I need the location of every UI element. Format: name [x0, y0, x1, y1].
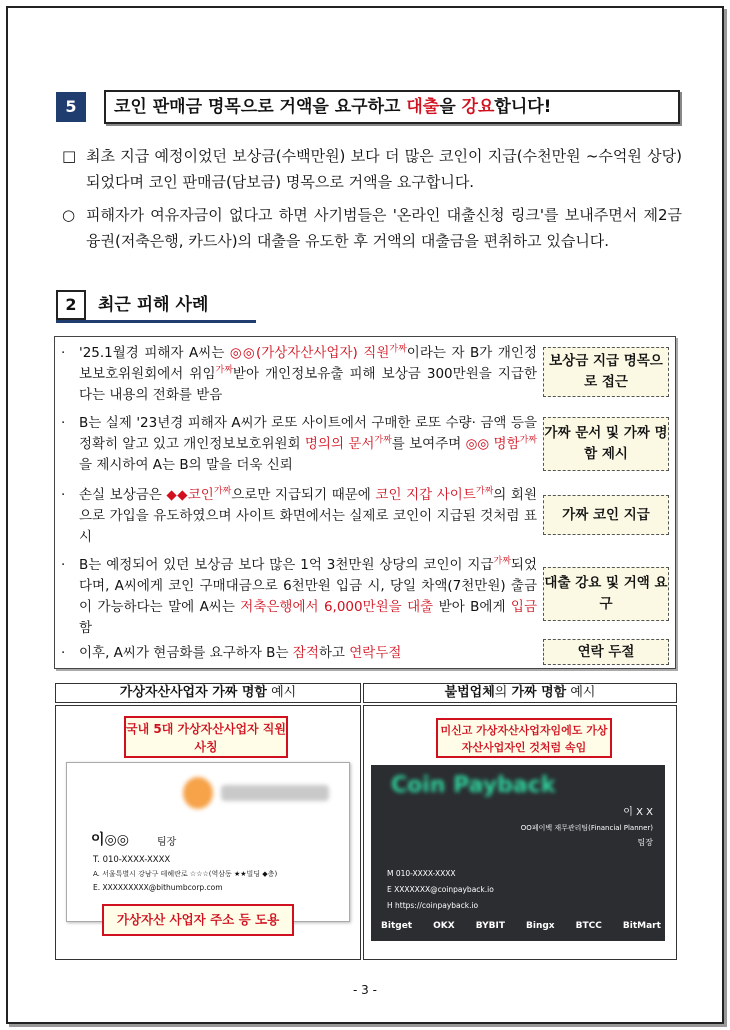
- title-part: 코인 판매금 명목으로 거액을 요구하고: [114, 97, 407, 117]
- case-item: [61, 643, 537, 664]
- highlight: 저축은행에서 6,000만원을 대출: [240, 599, 434, 615]
- text: 되었다며, A씨에게 코인 구매대금으로 6천만원 입금 시, 당일 차액(7천만원) 출금이 가능하다는 말에 A씨는: [79, 557, 537, 615]
- fake-mark: 가짜: [215, 365, 233, 376]
- header-text: 예시: [266, 685, 297, 700]
- bullet-text: 피해자가 여유자금이 없다고 하면 사기범들은 '온라인 대출신청 링크'를 보내주면서 제2금융권(저축은행, 카드사)의 대출을 유도한 후 거액의 대출금을 편취하고 있습니다.: [86, 206, 682, 250]
- text: B는 예정되어 있던 보상금 보다 많은 1억 3천만원 상당의 코인이 지급: [79, 557, 494, 573]
- card-homepage: H https://coinpayback.io: [387, 901, 479, 910]
- case-tag: 가짜 문서 및 가짜 명함 제시: [543, 417, 669, 471]
- highlight: ◎◎ 명함: [465, 436, 520, 452]
- title-highlight-force: 강요: [461, 97, 495, 117]
- case-item: [61, 413, 537, 476]
- fake-mark: 가짜: [493, 556, 511, 567]
- exchange-logos: [381, 921, 661, 931]
- case-text: [79, 643, 537, 664]
- square-bullet-icon: □: [62, 147, 77, 165]
- dot-bullet: ·: [61, 557, 66, 573]
- card-email: E XXXXXXX@coinpayback.io: [387, 885, 494, 894]
- highlight: 코인 지갑 사이트: [375, 487, 476, 503]
- card-role: 팀장: [157, 837, 177, 848]
- header-text: 예시: [566, 685, 596, 700]
- text: 하고: [318, 645, 350, 661]
- card-address: A. 서울특별시 강남구 테헤란로 ☆☆☆(역삼동 ★★빌딩 ◆층): [93, 870, 278, 878]
- case-item: [61, 485, 537, 548]
- text: 를 보여주며: [391, 436, 466, 452]
- case-tag: 대출 강요 및 거액 요구: [543, 567, 669, 621]
- case-text: [79, 343, 537, 406]
- bybit-logo: BYBIT: [475, 921, 505, 931]
- text: 이라는 자 B가 개인정보보호위원회에서 위임: [79, 345, 537, 382]
- case-tag: 가짜 코인 지급: [543, 495, 669, 535]
- bitget-logo: Bitget: [381, 921, 413, 931]
- blurred-logo: Coin Payback: [391, 773, 556, 798]
- dot-bullet: ·: [61, 415, 66, 431]
- section-number: 5: [56, 92, 86, 122]
- highlight: 입금: [510, 599, 537, 615]
- fake-mark: 가짜: [389, 344, 407, 355]
- header-bold: 가짜 명함: [511, 685, 567, 700]
- fake-mark: 가짜: [475, 486, 494, 497]
- highlight: ◆◆코인: [166, 487, 214, 503]
- dot-bullet: ·: [61, 345, 66, 361]
- case-item: [61, 555, 537, 639]
- fake-mark: 가짜: [519, 435, 537, 446]
- circle-bullet-icon: ○: [62, 206, 76, 224]
- highlight: 잠적: [292, 645, 319, 661]
- text: 이후, A씨가 현금화를 요구하자 B는: [79, 645, 293, 661]
- okx-logo: OKX: [433, 921, 455, 931]
- card-dept: OO페이백 재무관리팀(Financial Planner): [520, 824, 653, 832]
- callout-address-stolen: 가상자산 사업자 주소 등 도용: [102, 904, 294, 936]
- text: 으로만 지급되기 때문에: [231, 487, 376, 503]
- left-example-header: [55, 683, 361, 703]
- case-list-box: [54, 336, 676, 669]
- callout-unregistered: 미신고 가상자산사업자임에도 가상자산사업자인 것처럼 속임: [436, 718, 612, 758]
- header-bold: 가상자산사업자 가짜 명함: [119, 685, 267, 700]
- title-part: 합니다!: [494, 97, 552, 117]
- title-part: 을: [439, 97, 462, 117]
- card-role: 팀장: [637, 838, 653, 847]
- case-text: [79, 485, 537, 548]
- fake-business-card-left: [66, 762, 350, 922]
- right-example-header: [363, 683, 677, 703]
- bullet-paragraph: [62, 202, 682, 254]
- card-name: 이 X X: [623, 807, 653, 818]
- section-number: 2: [56, 290, 86, 320]
- text: '25.1월경 피해자 A씨는: [79, 345, 230, 361]
- highlight: ◎◎(가상자산사업자) 직원: [229, 345, 390, 361]
- dot-bullet: ·: [61, 645, 66, 661]
- case-text: [79, 413, 537, 476]
- bitmart-logo: BitMart: [622, 921, 661, 931]
- card-email: E. XXXXXXXXX@bithumbcorp.com: [93, 883, 223, 892]
- page-number: - 3 -: [353, 983, 377, 997]
- section-title: 최근 피해 사례: [98, 295, 209, 315]
- fake-mark: 가짜: [374, 435, 392, 446]
- card-mobile: M 010-XXXX-XXXX: [387, 869, 456, 878]
- callout-impersonation: 국내 5대 가상자산사업자 직원 사칭: [124, 716, 288, 758]
- text: B는 실제 '23년경 피해자 A씨가 로또 사이트에서 구매한 로또 수량· 금액 등을 정확히 알고 있고 개인정보보호위원회: [79, 415, 537, 452]
- text: 손실 보상금은: [79, 487, 167, 503]
- section-5-header: [56, 90, 680, 124]
- fake-mark: 가짜: [213, 486, 232, 497]
- case-tag: 연락 두절: [543, 639, 669, 665]
- header-text: 의: [494, 685, 512, 700]
- blurred-logo: [183, 777, 333, 811]
- case-item: [61, 343, 537, 406]
- bingx-logo: Bingx: [526, 921, 555, 931]
- title-highlight-loan: 대출: [406, 97, 440, 117]
- btcc-logo: BTCC: [575, 921, 602, 931]
- text: 을 제시하여 A는 B의 말을 더욱 신뢰: [79, 457, 293, 473]
- title-underline: [56, 320, 256, 323]
- text: 함: [79, 620, 93, 636]
- card-tel: T. 010-XXXX-XXXX: [93, 855, 171, 865]
- section-title: [104, 90, 680, 124]
- text: 받아 B에게: [433, 599, 511, 615]
- case-text: [79, 555, 537, 639]
- text: 받아 개인정보유출 피해 보상금 300만원을 지급한다는 내용의 전화를 받음: [79, 366, 537, 403]
- highlight: 연락두절: [349, 645, 402, 661]
- bullet-text: 최초 지급 예정이었던 보상금(수백만원) 보다 더 많은 코인이 지급(수천만원 ~수억원 상당)되었다며 코인 판매금(담보금) 명목으로 거액을 요구합니다.: [86, 147, 682, 191]
- card-name: 이◎◎: [91, 832, 129, 848]
- highlight: 명의의 문서: [304, 436, 375, 452]
- header-bold: 불법업체: [444, 685, 495, 700]
- case-tag: 보상금 지급 명목으로 접근: [543, 347, 669, 397]
- bullet-paragraph: [62, 143, 682, 195]
- dot-bullet: ·: [61, 487, 66, 503]
- text: 의 회원으로 가입을 유도하였으며 사이트 화면에서는 실제로 코인이 지급된 것처럼 표시: [79, 487, 537, 545]
- fake-business-card-right: [371, 765, 665, 941]
